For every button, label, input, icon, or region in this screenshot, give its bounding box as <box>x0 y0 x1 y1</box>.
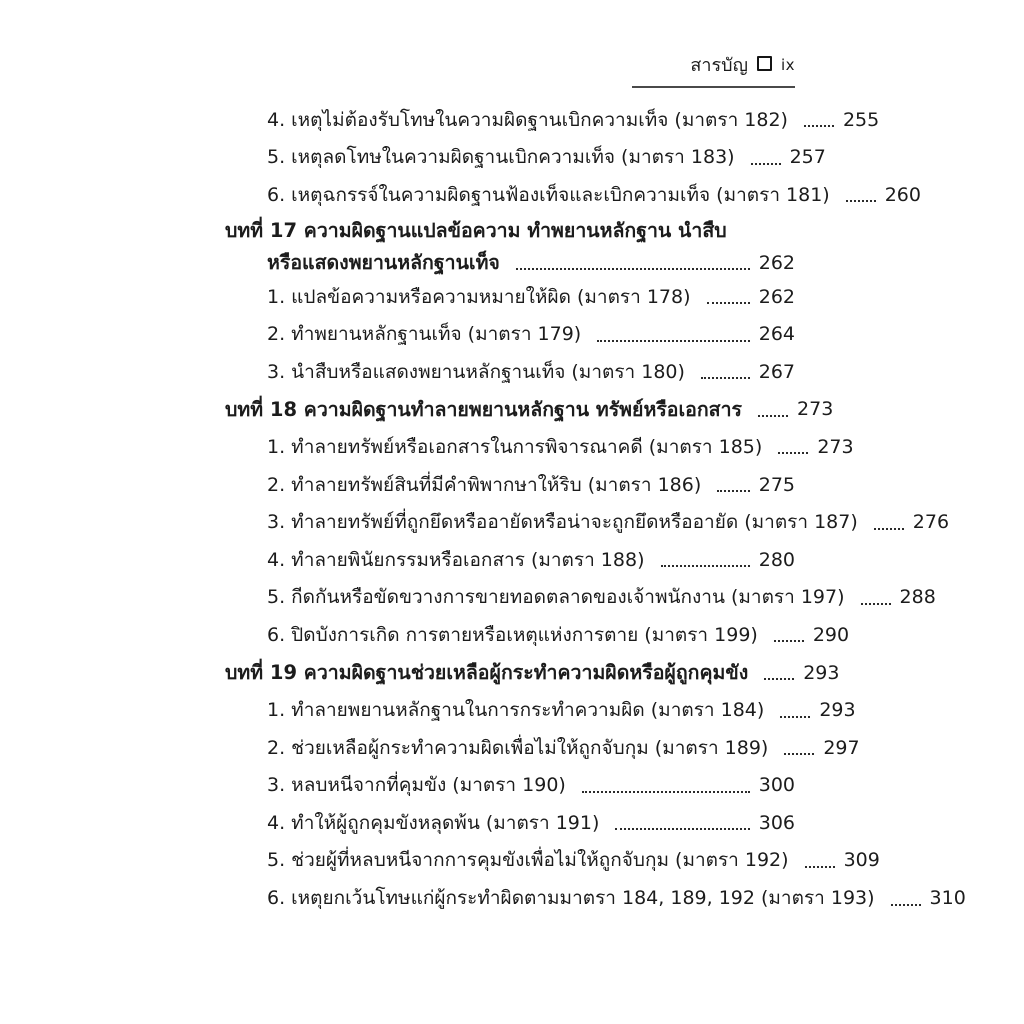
toc-page-number: 288 <box>899 586 936 609</box>
toc-chapter-row <box>225 214 795 248</box>
dot-leader <box>597 340 750 342</box>
folio-page-number: ix <box>780 55 795 74</box>
toc-item-title: 4. ทำลายพินัยกรรมหรือเอกสาร (มาตรา 188) <box>267 548 645 571</box>
toc-item-title: 1. ทำลายพยานหลักฐานในการกระทำความผิด (มาตรา 184) <box>267 699 765 722</box>
dot-leader <box>846 200 876 202</box>
dot-leader <box>804 125 834 127</box>
dot-leader <box>764 678 794 680</box>
toc-item-row <box>225 767 795 805</box>
toc-chapter-row <box>225 391 834 429</box>
toc-item-row <box>225 691 856 729</box>
header-rule <box>632 86 795 88</box>
dot-leader <box>891 904 921 906</box>
dot-leader <box>582 791 750 793</box>
dot-leader <box>874 528 904 530</box>
toc-item-title: 2. ทำลายทรัพย์สินที่มีคำพิพากษาให้ริบ (มาตรา 186) <box>267 473 702 496</box>
toc-item-title: 1. ทำลายทรัพย์หรือเอกสารในการพิจารณาคดี (มาตรา 185) <box>267 435 763 458</box>
dot-leader <box>701 377 750 379</box>
toc-page-number: 297 <box>823 736 860 759</box>
toc-page-number: 267 <box>758 360 795 383</box>
toc-item-title: 2. ช่วยเหลือผู้กระทำความผิดเพื่อไม่ให้ถูกจับกุม (มาตรา 189) <box>267 736 769 759</box>
dot-leader <box>615 828 749 830</box>
toc-item-title: 5. เหตุลดโทษในความผิดฐานเบิกความเท็จ (มาตรา 183) <box>267 146 735 169</box>
page-header <box>632 50 795 88</box>
toc-item-row <box>225 428 854 466</box>
toc-item-title: 4. เหตุไม่ต้องรับโทษในความผิดฐานเบิกความเท็จ (มาตรา 182) <box>267 108 788 131</box>
toc-page-number: 310 <box>929 887 966 910</box>
dot-leader <box>758 415 788 417</box>
toc-page-number: 276 <box>912 511 950 534</box>
dot-leader <box>778 452 808 454</box>
toc-page-number: 275 <box>758 473 795 496</box>
toc-page-number: 309 <box>843 849 880 872</box>
dot-leader <box>780 716 810 718</box>
toc-item-row <box>225 503 950 541</box>
toc-item-title: 6. ปิดบังการเกิด การตายหรือเหตุแห่งการตาย (มาตรา 199) <box>267 623 758 646</box>
toc-item-row <box>225 101 880 139</box>
toc-item-title: 1. แปลข้อความหรือความหมายให้ผิด (มาตรา 178) <box>267 285 691 308</box>
toc-item-title: 5. กีดกันหรือขัดขวางการขายทอดตลาดของเจ้าพนักงาน (มาตรา 197) <box>267 586 845 609</box>
dot-leader <box>516 268 750 270</box>
dot-leader <box>861 603 891 605</box>
toc-page-number: 260 <box>884 183 921 206</box>
toc-item-row <box>225 541 795 579</box>
toc-chapter-title: บทที่ 18 ความผิดฐานทำลายพยานหลักฐาน ทรัพย์หรือเอกสาร <box>225 397 743 421</box>
toc-page-number: 306 <box>758 811 795 834</box>
toc-chapter-title-continued: หรือแสดงพยานหลักฐานเท็จ <box>267 251 500 275</box>
toc-item-title: 3. หลบหนีจากที่คุมขัง (มาตรา 190) <box>267 774 566 797</box>
toc-page-number: 257 <box>789 146 826 169</box>
dot-leader <box>774 640 804 642</box>
toc-item-title: 2. ทำพยานหลักฐานเท็จ (มาตรา 179) <box>267 323 582 346</box>
toc-item-row <box>225 353 795 391</box>
toc-page-number: 293 <box>803 661 840 684</box>
toc-chapter-row-continued <box>225 248 795 278</box>
toc-item-title: 3. นำสืบหรือแสดงพยานหลักฐานเท็จ (มาตรา 180) <box>267 360 685 383</box>
toc-item-row <box>225 579 936 617</box>
toc-item-title: 4. ทำให้ผู้ถูกคุมขังหลุดพ้น (มาตรา 191) <box>267 811 600 834</box>
dot-leader <box>661 565 750 567</box>
toc-item-row <box>225 842 880 880</box>
toc-item-row <box>225 315 795 353</box>
toc-item-row <box>225 139 826 177</box>
toc-item-title: 6. เหตุยกเว้นโทษแก่ผู้กระทำผิดตามมาตรา 184, 189, 192 (มาตรา 193) <box>267 887 875 910</box>
toc-page-number: 255 <box>842 108 880 131</box>
toc-item-row <box>225 616 850 654</box>
toc-item-title: 3. ทำลายทรัพย์ที่ถูกยึดหรืออายัดหรือน่าจะถูกยึดหรืออายัด (มาตรา 187) <box>267 511 858 534</box>
toc-page-number: 262 <box>758 285 795 308</box>
toc-item-row <box>225 278 795 316</box>
dot-leader <box>751 163 781 165</box>
toc-item-title: 6. เหตุฉกรรจ์ในความผิดฐานฟ้องเท็จและเบิกความเท็จ (มาตรา 181) <box>267 183 830 206</box>
toc-list <box>225 101 966 917</box>
toc-page-number: 273 <box>797 398 834 421</box>
toc-item-row <box>225 729 860 767</box>
toc-item-row <box>225 804 795 842</box>
dot-leader <box>805 866 835 868</box>
dot-leader <box>707 302 750 304</box>
toc-page-number: 280 <box>758 548 795 571</box>
dot-leader <box>784 753 814 755</box>
toc-chapter-title: บทที่ 17 ความผิดฐานแปลข้อความ ทำพยานหลักฐาน นำสืบ <box>225 219 727 243</box>
toc-page-number: 290 <box>812 623 850 646</box>
dot-leader <box>717 490 749 492</box>
toc-page-number: 293 <box>819 699 856 722</box>
toc-item-row <box>225 879 966 917</box>
toc-page-number: 273 <box>817 435 854 458</box>
toc-item-row <box>225 176 921 214</box>
toc-page-number: 300 <box>758 774 795 797</box>
toc-chapter-title: บทที่ 19 ความผิดฐานช่วยเหลือผู้กระทำความผิดหรือผู้ถูกคุมขัง <box>225 661 749 685</box>
section-title: สารบัญ <box>690 55 748 76</box>
toc-chapter-row <box>225 654 840 692</box>
toc-item-title: 5. ช่วยผู้ที่หลบหนีจากการคุมขังเพื่อไม่ให้ถูกจับกุม (มาตรา 192) <box>267 849 789 872</box>
toc-item-row <box>225 466 795 504</box>
square-bullet-icon <box>757 56 772 71</box>
toc-page-number: 262 <box>758 251 795 274</box>
toc-page-number: 264 <box>758 323 795 346</box>
